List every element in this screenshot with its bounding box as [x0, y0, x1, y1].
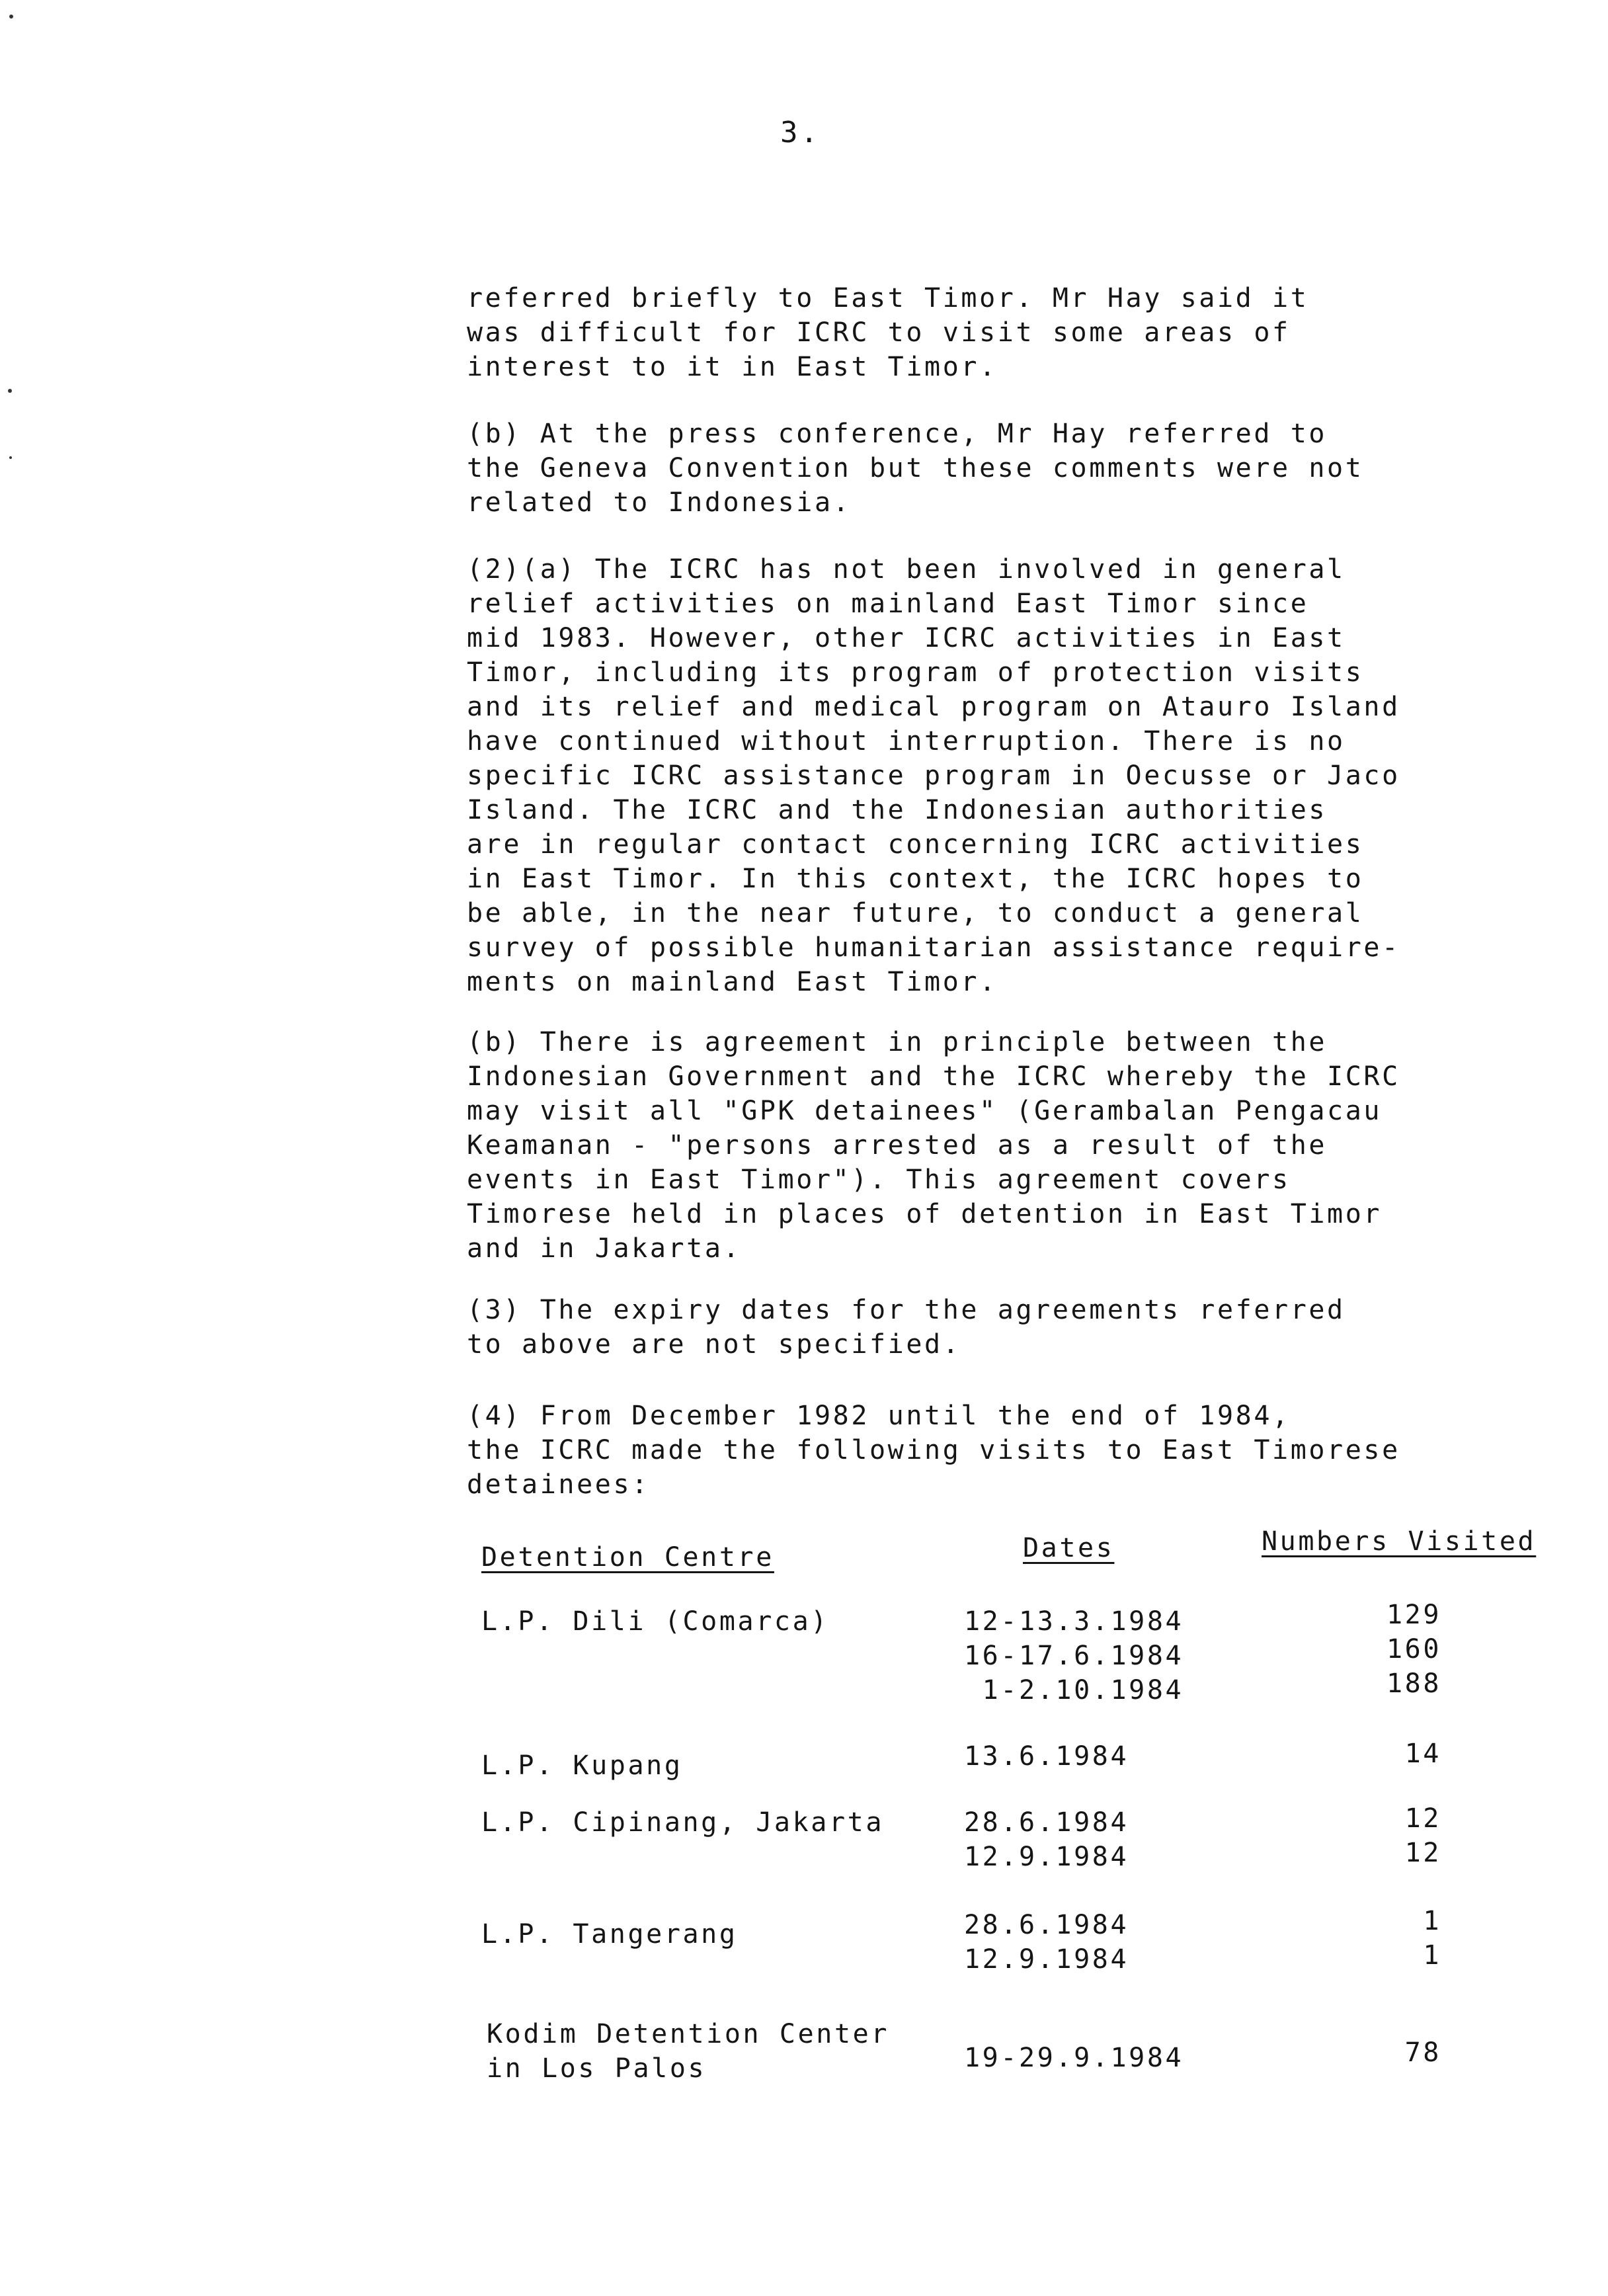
numbers-cell — [1362, 2035, 1441, 2070]
cell-text: 129 — [1386, 1600, 1441, 1630]
dates-cell — [964, 1604, 1184, 1707]
text-line: Keamanan - "persons arrested as a result of the — [467, 1130, 1328, 1161]
cell-text: in Los Palos — [487, 2053, 707, 2084]
text-line: related to Indonesia. — [467, 487, 852, 518]
text-line: ments on mainland East Timor. — [467, 967, 998, 997]
cell-text: 13.6.1984 — [964, 1741, 1129, 1772]
paragraph-east-timor-reference — [467, 281, 1538, 384]
text-line: referred briefly to East Timor. Mr Hay said it — [467, 283, 1309, 313]
text-line: events in East Timor"). This agreement covers — [467, 1165, 1291, 1195]
detention-centre-cell — [487, 2017, 889, 2086]
cell-text: L.P. Dili (Comarca) — [481, 1606, 829, 1637]
column-header-dates: Dates — [1023, 1533, 1115, 1563]
detention-centre-cell — [481, 1748, 683, 1783]
cell-text: L.P. Cipinang, Jakarta — [481, 1807, 885, 1838]
numbers-cell — [1362, 1598, 1441, 1701]
scan-speck — [8, 389, 12, 393]
cell-text: 28.6.1984 — [964, 1807, 1129, 1838]
cell-text: L.P. Kupang — [481, 1750, 683, 1781]
text-line: are in regular contact concerning ICRC activities — [467, 829, 1364, 860]
text-line: be able, in the near future, to conduct a general — [467, 898, 1364, 928]
cell-text: 12-13.3.1984 — [964, 1606, 1184, 1637]
text-line: Timor, including its program of protection visits — [467, 657, 1364, 688]
dates-cell — [964, 2041, 1184, 2075]
paragraph-press-conference — [467, 417, 1538, 520]
cell-text: 28.6.1984 — [964, 1910, 1129, 1940]
detention-centre-cell — [481, 1604, 829, 1639]
cell-text: 1 — [1423, 1906, 1441, 1936]
cell-text: 12 — [1404, 1838, 1441, 1868]
numbers-cell — [1362, 1801, 1441, 1870]
paragraph-2a-relief-activities — [467, 552, 1538, 999]
column-header-detention-centre: Detention Centre — [481, 1542, 774, 1573]
text-line: (b) There is agreement in principle between the — [467, 1027, 1328, 1057]
paragraph-3-expiry-dates — [467, 1293, 1538, 1362]
text-line: relief activities on mainland East Timor since — [467, 589, 1309, 619]
text-line: and in Jakarta. — [467, 1233, 742, 1264]
page-number: 3. — [780, 116, 821, 149]
cell-text: 12 — [1404, 1803, 1441, 1834]
text-line: (3) The expiry dates for the agreements referred — [467, 1295, 1346, 1325]
paragraph-4-visits-intro — [467, 1399, 1538, 1502]
text-line: (2)(a) The ICRC has not been involved in general — [467, 554, 1346, 585]
text-line: detainees: — [467, 1469, 650, 1500]
text-line: interest to it in East Timor. — [467, 352, 998, 382]
column-header-numbers-visited: Numbers Visited — [1262, 1526, 1537, 1557]
text-line: specific ICRC assistance program in Oecusse or Jaco — [467, 760, 1400, 791]
text-line: Indonesian Government and the ICRC whereby the ICRC — [467, 1061, 1400, 1092]
dates-cell — [964, 1908, 1129, 1977]
text-line: (4) From December 1982 until the end of 1984, — [467, 1401, 1291, 1431]
scan-speck — [9, 15, 13, 19]
text-line: may visit all "GPK detainees" (Gerambalan Pengacau — [467, 1096, 1383, 1126]
scan-speck — [9, 456, 12, 459]
dates-cell — [964, 1805, 1129, 1874]
cell-text: Kodim Detention Center — [487, 2019, 890, 2049]
numbers-cell — [1362, 1737, 1441, 1771]
text-line: and its relief and medical program on Atauro Island — [467, 692, 1400, 722]
cell-text: 12.9.1984 — [964, 1944, 1129, 1975]
text-line: Island. The ICRC and the Indonesian authorities — [467, 795, 1328, 825]
cell-text: 1 — [1423, 1940, 1441, 1971]
detention-centre-cell — [481, 1805, 884, 1840]
cell-text: 14 — [1404, 1739, 1441, 1769]
text-line: mid 1983. However, other ICRC activities in East — [467, 623, 1346, 653]
cell-text: 12.9.1984 — [964, 1842, 1129, 1872]
cell-text: L.P. Tangerang — [481, 1919, 738, 1949]
text-line: to above are not specified. — [467, 1329, 961, 1360]
text-line: (b) At the press conference, Mr Hay referred to — [467, 419, 1328, 449]
cell-text: 188 — [1386, 1668, 1441, 1699]
dates-cell — [964, 1739, 1129, 1774]
text-line: was difficult for ICRC to visit some areas of — [467, 317, 1291, 348]
text-line: have continued without interruption. There is no — [467, 726, 1346, 757]
text-line: the ICRC made the following visits to East Timorese — [467, 1435, 1400, 1465]
cell-text: 160 — [1386, 1634, 1441, 1664]
numbers-cell — [1362, 1904, 1441, 1973]
cell-text: 19-29.9.1984 — [964, 2043, 1184, 2073]
paragraph-2b-gpk-agreement — [467, 1025, 1538, 1266]
text-line: the Geneva Convention but these comments were not — [467, 453, 1364, 483]
cell-text: 1-2.10.1984 — [964, 1675, 1184, 1705]
detention-centre-cell — [481, 1917, 738, 1951]
text-line: survey of possible humanitarian assistance require- — [467, 932, 1400, 963]
text-line: in East Timor. In this context, the ICRC hopes to — [467, 864, 1364, 894]
cell-text: 78 — [1404, 2037, 1441, 2068]
text-line: Timorese held in places of detention in East Timor — [467, 1199, 1383, 1229]
cell-text: 16-17.6.1984 — [964, 1641, 1184, 1671]
